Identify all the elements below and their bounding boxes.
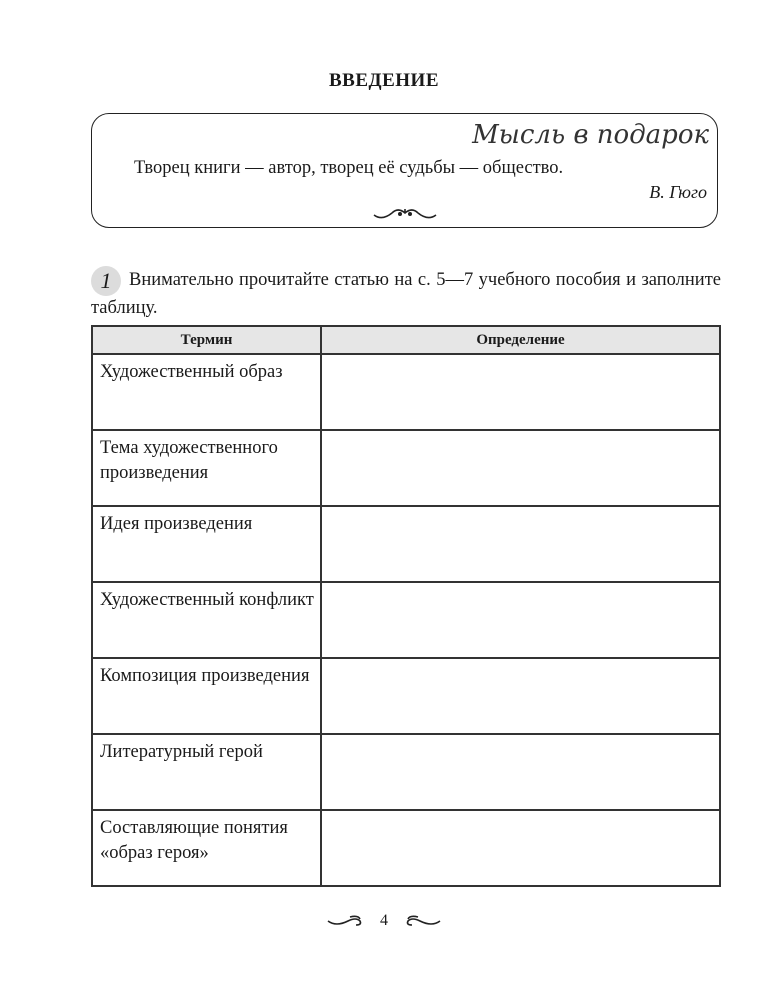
definition-cell[interactable]: [321, 506, 720, 582]
quote-text: Творец книги — автор, творец её судьбы — общество.: [134, 158, 564, 178]
column-header-term: Термин: [92, 326, 321, 354]
table-row: [92, 734, 720, 810]
column-header-definition: Определение: [321, 326, 720, 354]
table-row: [92, 582, 720, 658]
definition-cell[interactable]: [321, 810, 720, 886]
table-row: [92, 658, 720, 734]
quote-box: [91, 113, 718, 228]
table-row: [92, 506, 720, 582]
term-cell: Составляющие понятия «образ героя»: [92, 810, 321, 886]
table-row: [92, 810, 720, 886]
term-cell: Литературный герой: [92, 734, 321, 810]
page-number: 4: [380, 912, 388, 929]
term-cell: Тема художественного произведения: [92, 430, 321, 506]
page-footer: [0, 912, 768, 930]
definition-cell[interactable]: [321, 354, 720, 430]
table-row: [92, 430, 720, 506]
task-text: Внимательно прочитайте статью на с. 5—7 учебного пособия и заполните таблицу.: [91, 270, 721, 318]
term-cell: Художественный образ: [92, 354, 321, 430]
quote-heading: Мысль в подарок: [472, 120, 709, 150]
term-cell: Композиция произведения: [92, 658, 321, 734]
task-instruction: [91, 266, 721, 321]
definition-cell[interactable]: [321, 430, 720, 506]
definition-cell[interactable]: [321, 658, 720, 734]
left-flourish-icon: [326, 913, 366, 929]
term-cell: Художественный конфликт: [92, 582, 321, 658]
terms-table: [91, 325, 721, 887]
right-flourish-icon: [402, 913, 442, 929]
task-number-badge: 1: [91, 266, 121, 296]
table-row: [92, 354, 720, 430]
definition-cell[interactable]: [321, 582, 720, 658]
section-title: ВВЕДЕНИЕ: [329, 70, 439, 91]
definition-cell[interactable]: [321, 734, 720, 810]
flourish-ornament-icon: [372, 205, 438, 221]
term-cell: Идея произведения: [92, 506, 321, 582]
quote-author: В. Гюго: [649, 182, 707, 202]
